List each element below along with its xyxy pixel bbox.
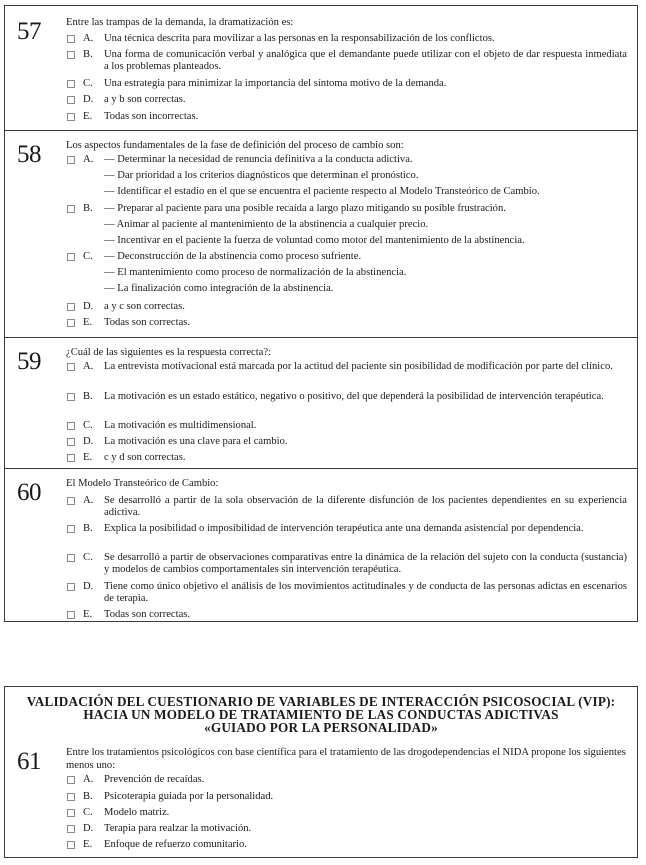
checkbox[interactable]	[67, 319, 75, 327]
option-letter: E.	[83, 609, 93, 620]
option-letter: D.	[83, 581, 94, 592]
option-letter: D.	[83, 94, 94, 105]
option-line: — Determinar la necesidad de renuncia definitiva a la conducta adictiva.	[104, 154, 413, 165]
option-text: La motivación es multidimensional.	[104, 420, 257, 431]
question-60	[5, 468, 637, 622]
question-stem: Entre las trampas de la demanda, la dramatización es:	[66, 17, 294, 28]
option-letter: D.	[83, 301, 94, 312]
option-text: a y b son correctas.	[104, 94, 186, 105]
checkbox[interactable]	[67, 825, 75, 833]
checkbox[interactable]	[67, 253, 75, 261]
question-stem: ¿Cuál de las siguientes es la respuesta correcta?:	[66, 347, 272, 358]
option-text: c y d son correctas.	[104, 452, 186, 463]
option-letter: A.	[83, 495, 94, 506]
option-line: — Deconstrucción de la abstinencia como proceso sufriente.	[104, 251, 362, 262]
question-number: 61	[17, 748, 41, 775]
option-text: Enfoque de refuerzo comunitario.	[104, 839, 247, 850]
option-text: Una estrategia para minimizar la importancia del síntoma motivo de la demanda.	[104, 78, 447, 89]
question-57	[5, 6, 637, 131]
question-stem: Los aspectos fundamentales de la fase de definición del proceso de cambio son:	[66, 140, 404, 151]
option-line: — Dar prioridad a los criterios diagnósticos que determinan el pronóstico.	[104, 170, 419, 181]
option-text: Psicoterapia guiada por la personalidad.	[104, 791, 274, 802]
section-box	[4, 686, 638, 858]
option-letter: C.	[83, 420, 93, 431]
option-letter: A.	[83, 361, 94, 372]
checkbox[interactable]	[67, 454, 75, 462]
option-letter: C.	[83, 807, 93, 818]
option-letter: B.	[83, 791, 93, 802]
checkbox[interactable]	[67, 497, 75, 505]
option-letter: B.	[83, 391, 93, 402]
checkbox[interactable]	[67, 438, 75, 446]
option-line: — El mantenimiento como proceso de normalización de la abstinencia.	[104, 267, 407, 278]
option-a[interactable]	[66, 154, 627, 202]
checkbox[interactable]	[67, 776, 75, 784]
option-letter: A.	[83, 33, 94, 44]
question-59	[5, 337, 637, 469]
option-letter: E.	[83, 111, 93, 122]
option-letter: E.	[83, 839, 93, 850]
checkbox[interactable]	[67, 363, 75, 371]
question-61	[5, 737, 637, 857]
option-text: a y c son correctas.	[104, 301, 185, 312]
question-58	[5, 130, 637, 338]
checkbox[interactable]	[67, 96, 75, 104]
option-text: Explica la posibilidad o imposibilidad de intervención terapéutica ante una demanda asistencial por dependencia.	[104, 523, 584, 534]
checkbox[interactable]	[67, 525, 75, 533]
option-text: Prevención de recaídas.	[104, 774, 205, 785]
option-letter: A.	[83, 774, 94, 785]
option-text: Se desarrolló a partir de observaciones comparativas entre la dinámica de la relación del sujeto con la conducta (sustancia) y modelos de cambios comportamentales sin intervención terapéutica.	[104, 552, 627, 575]
checkbox[interactable]	[67, 611, 75, 619]
option-line: — La finalización como integración de la abstinencia.	[104, 283, 334, 294]
option-letter: B.	[83, 49, 93, 60]
question-stem: Entre los tratamientos psicológicos con base científica para el tratamiento de las drogodependencias el NIDA propone los siguientes menos uno:	[66, 747, 626, 771]
option-letter: B.	[83, 523, 93, 534]
option-text: Modelo matriz.	[104, 807, 170, 818]
option-text: La motivación es un estado estático, negativo o positivo, del que dependerá la posibilidad de intervención terapéutica.	[104, 391, 604, 402]
option-text: Se desarrolló a partir de la sola observación de la diferente disfunción de los pacientes dependientes en su experiencia adictiva.	[104, 495, 627, 518]
checkbox[interactable]	[67, 554, 75, 562]
option-text: Una forma de comunicación verbal y analógica que el demandante puede utilizar con el objeto de dar respuesta inmediata a los problemas planteados.	[104, 49, 627, 72]
checkbox[interactable]	[67, 205, 75, 213]
question-number: 57	[17, 18, 41, 45]
option-c[interactable]	[66, 251, 627, 299]
option-letter: D.	[83, 436, 94, 447]
section-title-line: HACIA UN MODELO DE TRATAMIENTO DE LAS CONDUCTAS ADICTIVAS	[83, 707, 559, 722]
checkbox[interactable]	[67, 583, 75, 591]
checkbox[interactable]	[67, 793, 75, 801]
checkbox[interactable]	[67, 422, 75, 430]
option-line: — Identificar el estadio en el que se encuentra el paciente respecto al Modelo Transteórico de Cambio.	[104, 186, 540, 197]
question-number: 60	[17, 479, 41, 506]
option-b[interactable]	[66, 203, 627, 251]
question-number: 59	[17, 348, 41, 375]
checkbox[interactable]	[67, 809, 75, 817]
checkbox[interactable]	[67, 51, 75, 59]
option-letter: C.	[83, 552, 93, 563]
option-letter: E.	[83, 452, 93, 463]
option-text: La entrevista motivacional está marcada por la actitud del paciente sin posibilidad de modificación por parte del clínico.	[104, 361, 613, 372]
checkbox[interactable]	[67, 35, 75, 43]
questions-box	[4, 5, 638, 622]
checkbox[interactable]	[67, 156, 75, 164]
question-number: 58	[17, 141, 41, 168]
checkbox[interactable]	[67, 113, 75, 121]
option-letter: A.	[83, 154, 94, 165]
option-letter: D.	[83, 823, 94, 834]
option-text: Todas son incorrectas.	[104, 111, 199, 122]
option-letter: C.	[83, 78, 93, 89]
option-line: — Animar al paciente al mantenimiento de la abstinencia a cualquier precio.	[104, 219, 429, 230]
checkbox[interactable]	[67, 393, 75, 401]
section-title-line: VALIDACIÓN DEL CUESTIONARIO DE VARIABLES DE INTERACCIÓN PSICOSOCIAL (VIP):	[26, 694, 616, 709]
option-letter: B.	[83, 203, 93, 214]
checkbox[interactable]	[67, 303, 75, 311]
option-text: Todas son correctas.	[104, 317, 191, 328]
option-letter: E.	[83, 317, 93, 328]
question-stem: El Modelo Transteórico de Cambio:	[66, 478, 219, 489]
option-text: Terapia para realzar la motivación.	[104, 823, 252, 834]
checkbox[interactable]	[67, 841, 75, 849]
section-title-line: «GUIADO POR LA PERSONALIDAD»	[204, 720, 438, 735]
option-text: Tiene como único objetivo el análisis de los movimientos actitudinales y de conducta de las personas adictas en escenarios de terapia.	[104, 581, 627, 604]
option-text: Todas son correctas.	[104, 609, 191, 620]
option-line: — Preparar al paciente para una posible recaída a largo plazo mitigando su posible frustración.	[104, 203, 506, 214]
option-text: La motivación es una clave para el cambio.	[104, 436, 288, 447]
option-letter: C.	[83, 251, 93, 262]
option-line: — Incentivar en el paciente la fuerza de voluntad como motor del mantenimiento de la abstinencia.	[104, 235, 525, 246]
checkbox[interactable]	[67, 80, 75, 88]
option-text: Una técnica descrita para movilizar a las personas en la responsabilización de los conflictos.	[104, 33, 495, 44]
